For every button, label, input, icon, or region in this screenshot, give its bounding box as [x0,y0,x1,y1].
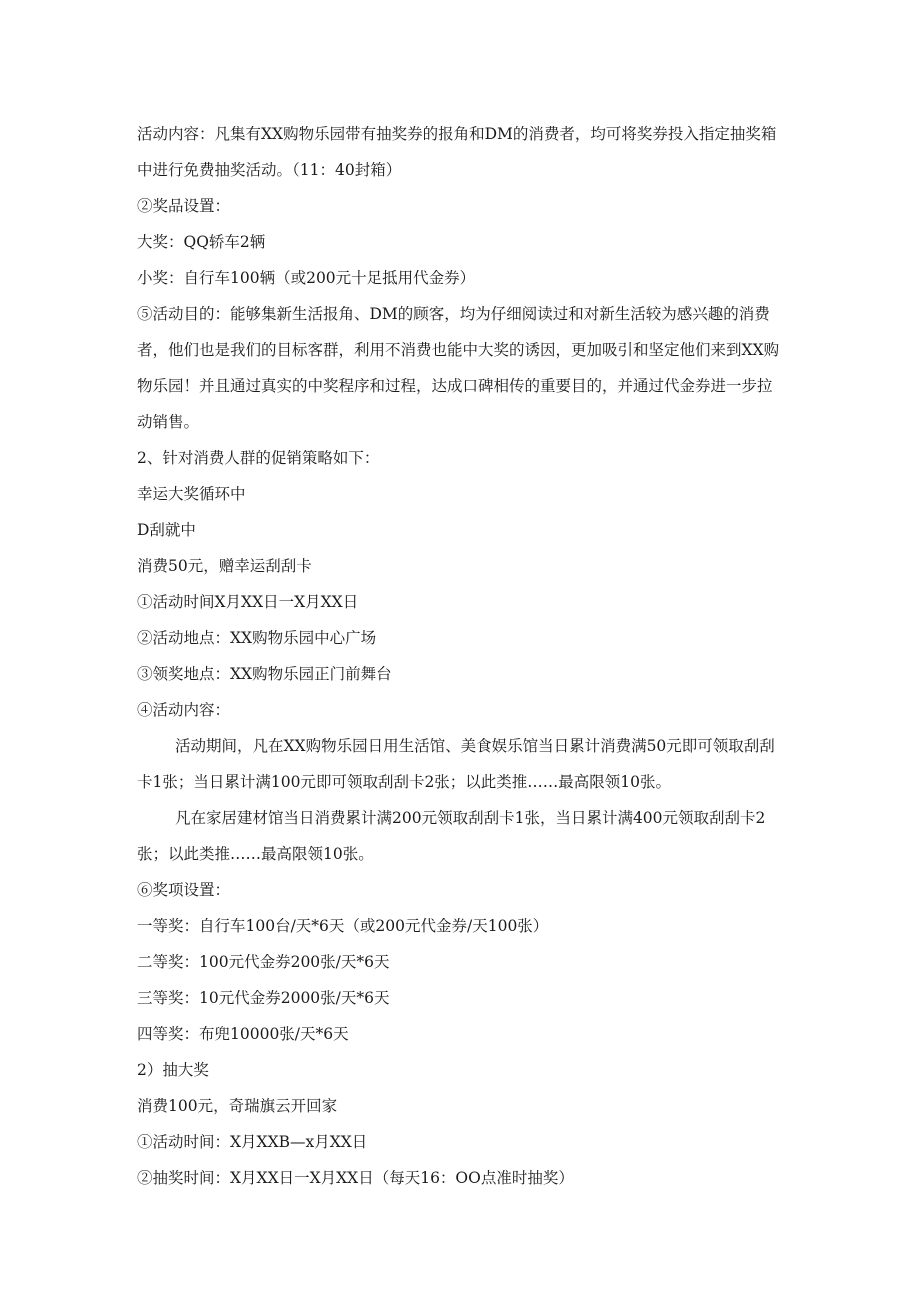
activity-purpose-continued-1: 者，他们也是我们的目标客群，利用不消费也能中大奖的诱因，更加吸引和坚定他们来到XX购 [137,341,780,359]
fourth-prize-line: 四等奖：布兜10000张/天*6天 [137,1025,349,1043]
scratch-condition-line: 消费50元，赠幸运刮刮卡 [137,557,312,575]
activity-content-line: 活动内容：凡集有XX购物乐园带有抽奖券的报角和DM的消费者，均可将奖券投入指定抽奖箱 [137,125,777,143]
big-draw-time-line: ①活动时间：X月XXB—x月XX日 [137,1133,368,1151]
scratch-content-paragraph-2: 凡在家居建材馆当日消费累计满200元领取刮刮卡1张，当日累计满400元领取刮刮卡2 [175,809,766,827]
scratch-content-paragraph-2-continued: 张；以此类推……最高限领10张。 [137,845,374,863]
award-settings-heading: ⑥奖项设置： [137,881,231,899]
scratch-content-paragraph-1: 活动期间，凡在XX购物乐园日用生活馆、美食娱乐馆当日累计消费满50元即可领取刮刮 [175,737,775,755]
prize-settings-heading: ②奖品设置： [137,197,231,215]
grand-prize-line: 大奖：QQ轿车2辆 [137,233,266,251]
section-heading-strategy: 2、针对消费人群的促销策略如下： [137,449,380,467]
activity-purpose-continued-3: 动销售。 [137,413,200,431]
first-prize-line: 一等奖：自行车100台/天*6天（或200元代金券/天100张） [137,917,549,935]
second-prize-line: 二等奖：100元代金券200张/天*6天 [137,953,390,971]
document-body [137,116,797,1196]
scratch-time-line: ①活动时间X月XX日一X月XX日 [137,593,359,611]
scratch-content-heading: ④活动内容： [137,701,231,719]
activity-purpose-continued-2: 物乐园！并且通过真实的中奖程序和过程，达成口碑相传的重要目的，并通过代金券进一步拉 [137,377,773,395]
scratch-heading: D刮就中 [137,521,196,539]
activity-purpose-line: ⑤活动目的：能够集新生活报角、DM的顾客，均为仔细阅读过和对新生活较为感兴趣的消费 [137,305,770,323]
scratch-location-line: ②活动地点：XX购物乐园中心广场 [137,629,377,647]
draw-time-line: ②抽奖时间：X月XX日一X月XX日（每天16：OO点准时抽奖） [137,1169,574,1187]
claim-location-line: ③领奖地点：XX购物乐园正门前舞台 [137,665,392,683]
big-draw-condition-line: 消费100元，奇瑞旗云开回家 [137,1097,338,1115]
small-prize-line: 小奖：自行车100辆（或200元十足抵用代金券） [137,269,476,287]
scratch-content-paragraph-1-continued: 卡1张；当日累计满100元即可领取刮刮卡2张；以此类推……最高限领10张。 [137,773,672,791]
activity-content-continued: 中进行免费抽奖活动。（11：40封箱） [137,161,402,179]
third-prize-line: 三等奖：10元代金券2000张/天*6天 [137,989,390,1007]
big-draw-heading: 2）抽大奖 [137,1061,209,1079]
lucky-draw-heading: 幸运大奖循环中 [137,485,246,503]
